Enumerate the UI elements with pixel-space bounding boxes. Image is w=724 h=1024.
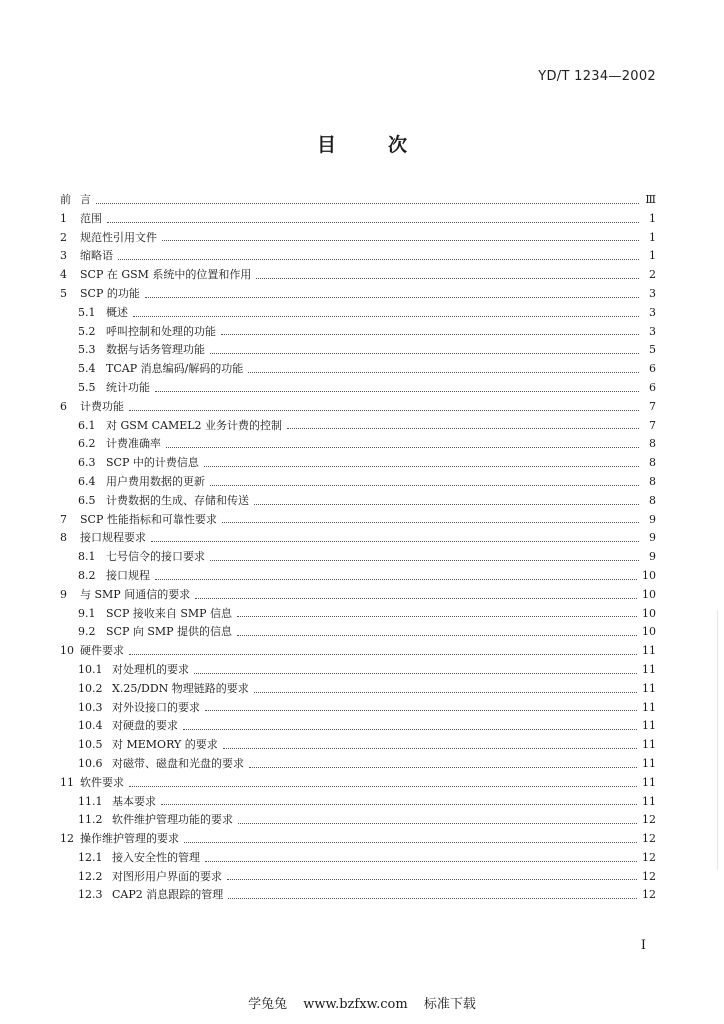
toc-entry-page: 8 [649,456,656,470]
toc-entry-number: 11.2 [78,813,103,827]
toc-entry-label: 硬件要求 [80,644,124,658]
toc-entry-page: 11 [642,644,656,658]
toc-entry[interactable] [60,699,656,718]
toc-entry-label: 七号信令的接口要求 [106,550,205,564]
toc-entry-label: CAP2 消息跟踪的管理 [112,888,224,902]
toc-entry-label: TCAP 消息编码/解码的功能 [106,362,244,376]
toc-leader-dots [205,861,637,862]
toc-entry[interactable] [60,661,656,680]
toc-entry-number: 10.3 [78,700,103,714]
toc-entry-page: 1 [649,230,656,244]
toc-entry-page: 11 [642,662,656,676]
toc-entry-number: 5 [60,286,67,300]
toc-entry-page: 11 [642,681,656,695]
toc-leader-dots [118,259,639,260]
toc-entry-label: 用户费用数据的更新 [106,474,205,488]
toc-entry-number: 5.5 [78,380,96,394]
footer-slogan: 标准下载 [423,997,476,1012]
toc-leader-dots [221,334,639,335]
toc-entry[interactable] [60,642,656,661]
toc-leader-dots [249,767,637,768]
toc-leader-dots [107,222,639,223]
toc-entry-label: 对外设接口的要求 [112,700,200,714]
toc-entry[interactable] [60,793,656,812]
toc-entry-label: 范围 [80,211,102,225]
toc-leader-dots [210,560,639,561]
toc-leader-dots [204,466,639,467]
toc-entry-page: 12 [642,832,656,846]
toc-entry[interactable] [60,266,656,285]
toc-leader-dots [287,428,639,429]
toc-entry-number: 10.4 [78,719,103,733]
toc-entry-page: 11 [642,719,656,733]
toc-entry[interactable] [60,285,656,304]
toc-leader-dots [166,447,639,448]
toc-leader-dots [129,786,637,787]
toc-entry-page: 8 [649,474,656,488]
toc-entry-number: 1 [60,211,67,225]
toc-entry-label: 基本要求 [112,794,156,808]
toc-entry-label: 概述 [106,305,128,319]
toc-entry-label: 对图形用户界面的要求 [112,869,222,883]
toc-leader-dots [161,804,637,805]
toc-entry-number: 10.6 [78,756,103,770]
toc-entry-label: 软件要求 [80,775,124,789]
toc-entry-number: 6.4 [78,474,96,488]
toc-entry[interactable] [60,229,656,248]
toc-entry-page: 7 [649,418,656,432]
toc-leader-dots [222,522,639,523]
toc-leader-dots [254,504,639,505]
toc-leader-dots [129,654,637,655]
toc-entry[interactable] [60,247,656,266]
toc-leader-dots [227,879,637,880]
title-char-2: 次 [388,134,408,156]
toc-entry-number: 5.3 [78,343,96,357]
toc-entry-label: 言 [80,193,91,206]
toc-entry-number: 7 [60,512,67,526]
toc-entry-number: 8.2 [78,568,96,582]
toc-entry[interactable] [60,586,656,605]
toc-leader-dots [205,710,637,711]
toc-entry[interactable] [60,511,656,530]
toc-entry-number: 6.2 [78,437,96,451]
toc-entry-page: 11 [642,756,656,770]
toc-leader-dots [210,485,639,486]
toc-entry-label: SCP 接收来自 SMP 信息 [106,606,233,620]
toc-entry-page: 1 [649,211,656,225]
toc-entry-label: 对 MEMORY 的要求 [112,738,218,752]
toc-entry-page: Ⅲ [645,193,656,206]
toc-entry-number: 前 [60,193,71,206]
toc-entry-page: 6 [649,362,656,376]
toc-entry-label: 接口规程 [106,568,150,582]
toc-entry-page: 11 [642,794,656,808]
toc-entry[interactable] [60,830,656,849]
toc-entry-label: 接口规程要求 [80,531,146,545]
toc-entry-number: 2 [60,230,67,244]
footer [0,993,724,1012]
toc-entry-label: X.25/DDN 物理链路的要求 [112,681,249,695]
page-folio: I [640,938,646,953]
toc-entry[interactable] [60,811,656,830]
toc-entry-number: 5.4 [78,362,96,376]
toc-entry[interactable] [60,341,656,360]
toc-entry-number: 6.3 [78,456,96,470]
toc-entry-page: 11 [642,775,656,789]
toc-entry-page: 3 [649,286,656,300]
toc-leader-dots [96,203,639,204]
toc-entry-page: 2 [649,268,656,282]
toc-entry-label: 对 GSM CAMEL2 业务计费的控制 [106,418,283,432]
toc-entry-label: 对磁带、磁盘和光盘的要求 [112,756,244,770]
toc-entry-page: 12 [642,850,656,864]
toc-entry-page: 5 [649,343,656,357]
toc-entry-label: 统计功能 [106,380,150,394]
toc-entry[interactable] [60,417,656,436]
toc-leader-dots [151,541,639,542]
toc-entry-label: SCP 中的计费信息 [106,456,199,470]
toc-entry[interactable] [60,623,656,642]
toc-entry[interactable] [60,379,656,398]
toc-entry-number: 12 [60,832,74,846]
toc-entry-page: 10 [642,568,656,582]
title-char-1: 目 [316,134,336,156]
scan-edge-line [717,610,718,870]
toc-leader-dots [223,748,637,749]
toc-entry-page: 11 [642,738,656,752]
page-title [0,130,724,157]
toc-entry-label: 呼叫控制和处理的功能 [106,324,216,338]
toc-entry-number: 3 [60,249,67,263]
footer-url[interactable]: www.bzfxw.com [303,997,408,1012]
toc-leader-dots [194,673,637,674]
toc-entry[interactable] [60,473,656,492]
toc-entry-label: 对处理机的要求 [112,662,189,676]
toc-entry[interactable] [60,849,656,868]
toc-leader-dots [237,635,637,636]
toc-entry-page: 9 [649,512,656,526]
toc-entry[interactable] [60,548,656,567]
toc-entry-number: 9.2 [78,625,96,639]
toc-leader-dots [228,898,637,899]
toc-entry[interactable] [60,774,656,793]
toc-entry-number: 8.1 [78,550,96,564]
toc-leader-dots [162,240,639,241]
toc-entry-number: 6.1 [78,418,96,432]
toc-leader-dots [254,692,637,693]
toc-leader-dots [210,353,639,354]
toc-leader-dots [145,297,639,298]
toc-entry-page: 3 [649,305,656,319]
toc-entry-number: 10.2 [78,681,103,695]
toc-entry-number: 9 [60,587,67,601]
toc-entry-label: 计费数据的生成、存储和传送 [106,493,249,507]
toc-entry-number: 6.5 [78,493,96,507]
toc-entry[interactable] [60,567,656,586]
toc-entry-page: 6 [649,380,656,394]
toc-entry-number: 10.1 [78,662,103,676]
toc-entry-page: 10 [642,606,656,620]
toc-entry-page: 11 [642,700,656,714]
toc-entry[interactable] [60,323,656,342]
toc-entry-label: 软件维护管理功能的要求 [112,813,233,827]
toc-entry-page: 9 [649,531,656,545]
toc-leader-dots [184,842,637,843]
toc-entry-number: 12.2 [78,869,103,883]
toc-entry-page: 1 [649,249,656,263]
toc-entry[interactable] [60,435,656,454]
toc-entry[interactable] [60,736,656,755]
toc-entry-page: 8 [649,437,656,451]
toc-entry-label: 操作维护管理的要求 [80,832,179,846]
toc-entry-number: 4 [60,268,67,282]
toc-entry-number: 5.1 [78,305,96,319]
toc-entry-label: SCP 在 GSM 系统中的位置和作用 [80,268,252,282]
toc-entry[interactable] [60,398,656,417]
toc-entry[interactable] [60,304,656,323]
toc-entry[interactable] [60,454,656,473]
toc-entry[interactable] [60,605,656,624]
toc-entry[interactable] [60,191,656,210]
toc-entry[interactable] [60,755,656,774]
toc-entry-label: 数据与话务管理功能 [106,343,205,357]
toc-entry-page: 10 [642,587,656,601]
toc-entry-number: 12.1 [78,850,103,864]
toc-entry-label: 对硬盘的要求 [112,719,178,733]
toc-entry-label: 缩略语 [80,249,113,263]
toc-entry-label: SCP 的功能 [80,286,140,300]
toc-entry[interactable] [60,529,656,548]
toc-entry[interactable] [60,492,656,511]
toc-entry-label: 规范性引用文件 [80,230,157,244]
toc-entry[interactable] [60,717,656,736]
toc-entry-page: 3 [649,324,656,338]
toc-entry-page: 12 [642,813,656,827]
toc-entry[interactable] [60,868,656,887]
footer-site-name: 学兔兔 [248,997,288,1012]
toc-entry[interactable] [60,680,656,699]
toc-entry[interactable] [60,360,656,379]
toc-entry-label: SCP 向 SMP 提供的信息 [106,625,233,639]
toc-entry[interactable] [60,210,656,229]
toc-entry-number: 10 [60,644,74,658]
toc-leader-dots [248,372,639,373]
toc-leader-dots [195,598,637,599]
toc-entry-number: 12.3 [78,888,103,902]
toc-entry-label: SCP 性能指标和可靠性要求 [80,512,217,526]
toc-entry-number: 8 [60,531,67,545]
toc-entry-label: 计费准确率 [106,437,161,451]
toc-entry-page: 12 [642,869,656,883]
toc-entry-page: 9 [649,550,656,564]
toc-entry-page: 12 [642,888,656,902]
toc-entry-number: 11.1 [78,794,103,808]
toc-leader-dots [155,579,637,580]
toc-leader-dots [256,278,639,279]
toc-entry-label: 接入安全性的管理 [112,850,200,864]
toc-entry-number: 6 [60,399,67,413]
toc-leader-dots [133,316,639,317]
toc-entry-number: 9.1 [78,606,96,620]
toc-leader-dots [129,410,639,411]
table-of-contents [60,191,656,905]
toc-entry-label: 与 SMP 间通信的要求 [80,587,191,601]
toc-leader-dots [183,729,637,730]
toc-entry-page: 8 [649,493,656,507]
toc-entry[interactable] [60,886,656,905]
toc-leader-dots [237,616,637,617]
standard-code: YD/T 1234—2002 [538,69,656,84]
toc-entry-page: 7 [649,399,656,413]
toc-leader-dots [155,391,639,392]
toc-entry-label: 计费功能 [80,399,124,413]
toc-entry-number: 5.2 [78,324,96,338]
toc-leader-dots [238,823,637,824]
toc-entry-number: 10.5 [78,738,103,752]
toc-entry-number: 11 [60,775,74,789]
toc-entry-page: 10 [642,625,656,639]
